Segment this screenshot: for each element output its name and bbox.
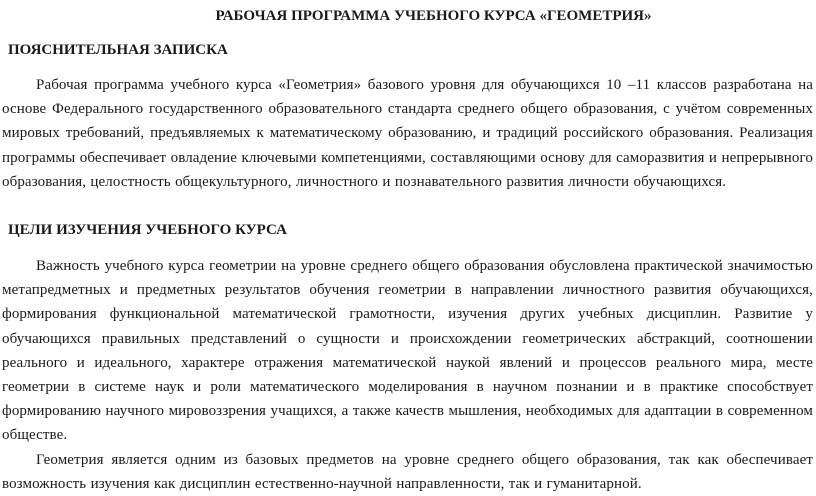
paragraph-geometry-basic-subject: Геометрия является одним из базовых предметов на уровне среднего общего образования, так как обеспечивает возможность изучения как дисциплин естественно-научной направленности, так и гуманитарной. [2,451,813,492]
document-title: РАБОЧАЯ ПРОГРАММА УЧЕБНОГО КУРСА «ГЕОМЕТРИЯ» [215,8,652,24]
paragraph-program-basis: Рабочая программа учебного курса «Геометрия» базового уровня для обучающихся 10 –11 классов разработана на основе Федерального государственного образовательного стандарта среднего общего образования, с учётом современных мировых требований, предъявляемых к математическому образованию, и традиций российского образования. Реализация программы обеспечивает овладение ключевыми компетенциями, составляющими основу для саморазвития и непрерывного образования, целостность общекультурного, личностного и познавательного развития личности обучающихся. [2,77,813,190]
section-heading-explanatory-note: ПОЯСНИТЕЛЬНАЯ ЗАПИСКА [8,42,228,58]
section-heading-course-goals: ЦЕЛИ ИЗУЧЕНИЯ УЧЕБНОГО КУРСА [8,222,287,239]
paragraph-course-importance: Важность учебного курса геометрии на уровне среднего общего образования обусловлена практической значимостью метапредметных и предметных результатов обучения геометрии в направлении личностного развития обучающихся, формирования функциональной математической грамотности, изучения других учебных дисциплин. Развитие у обучающихся правильных представлений о сущности и происхождении геометрических абстракций, соотношении реального и идеального, характере отражения математической наукой явлений и процессов реального мира, месте геометрии в системе наук и роли математического моделирования в научном познании и в практике способствует формированию научного мировоззрения учащихся, а также качеств мышления, необходимых для адаптации в современном обществе. [2,258,813,444]
